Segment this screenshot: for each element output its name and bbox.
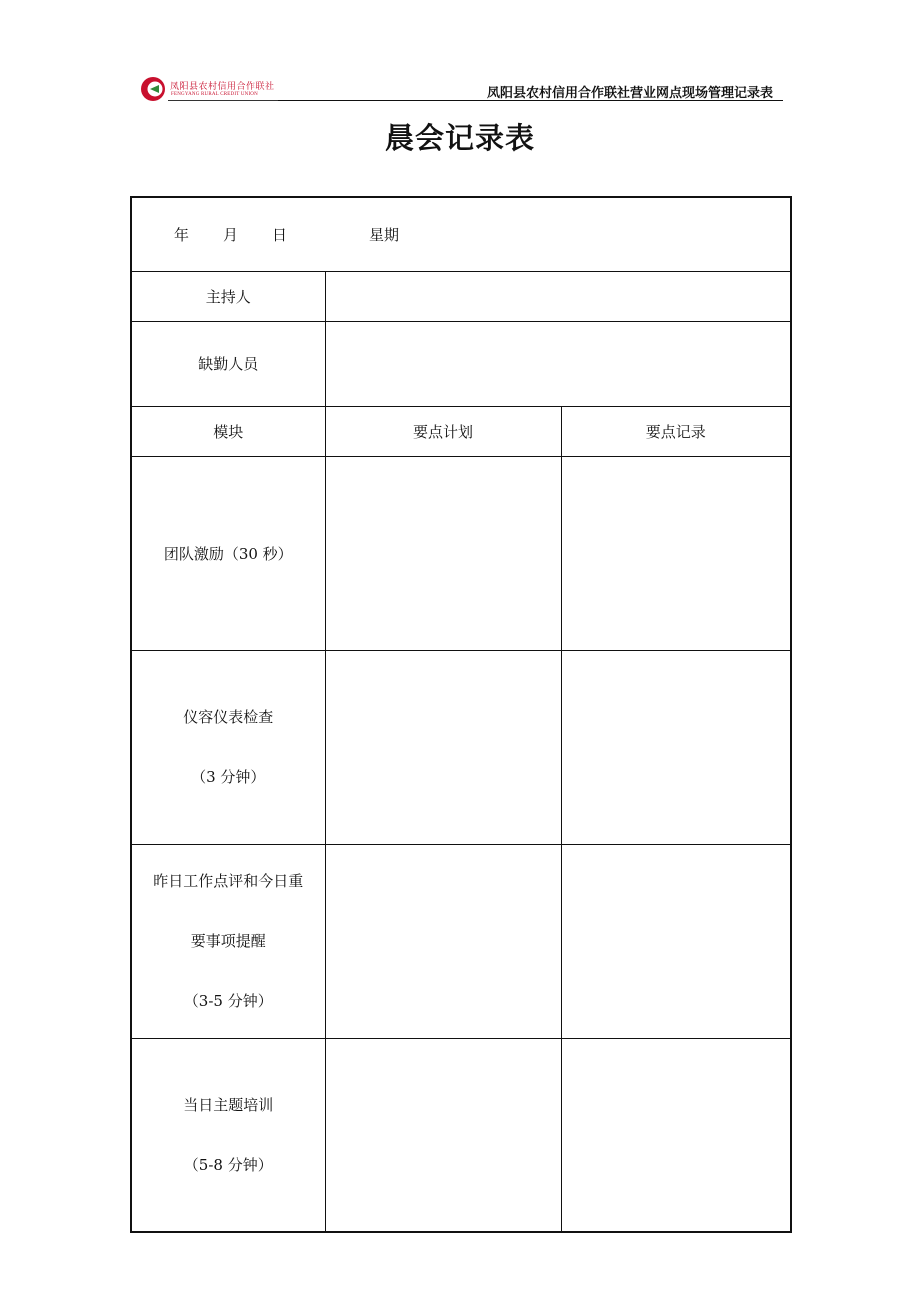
module-label-line: （3-5 分钟）	[183, 992, 273, 1010]
host-row	[131, 271, 791, 321]
module-label-line: 昨日工作点评和今日重	[153, 872, 304, 890]
host-label: 主持人	[131, 271, 325, 321]
module-row	[131, 844, 791, 1038]
page-header	[140, 74, 783, 102]
module-label	[131, 456, 325, 650]
module-row	[131, 1038, 791, 1232]
plan-input-cell[interactable]	[325, 650, 561, 844]
meeting-record-table	[130, 196, 792, 1233]
host-input-cell[interactable]	[325, 271, 791, 321]
column-header-record: 要点记录	[561, 406, 791, 456]
date-row	[131, 197, 791, 271]
day-label: 日	[272, 225, 288, 244]
logo-english-name: FENGYANG RURAL CREDIT UNION	[171, 92, 258, 97]
module-label-line: （5-8 分钟）	[183, 1155, 273, 1174]
document-series-title: 凤阳县农村信用合作联社营业网点现场管理记录表	[486, 86, 773, 101]
logo-underline	[168, 100, 278, 101]
record-input-cell[interactable]	[561, 1038, 791, 1232]
module-label-line: （3 分钟）	[191, 768, 266, 786]
absent-input-cell[interactable]	[325, 321, 791, 406]
absent-row	[131, 321, 791, 406]
record-input-cell[interactable]	[561, 456, 791, 650]
year-label: 年	[174, 225, 190, 244]
module-label	[131, 844, 325, 1038]
module-row	[131, 650, 791, 844]
module-label-line: 团队激励（30 秒）	[163, 544, 293, 563]
weekday-label: 星期	[369, 225, 400, 244]
column-header-row	[131, 406, 791, 456]
module-label-line: 仪容仪表检查	[183, 708, 274, 726]
module-label	[131, 1038, 325, 1232]
plan-input-cell[interactable]	[325, 456, 561, 650]
module-label	[131, 650, 325, 844]
column-header-module: 模块	[131, 406, 325, 456]
record-input-cell[interactable]	[561, 844, 791, 1038]
date-cell[interactable]	[131, 197, 791, 271]
module-row	[131, 456, 791, 650]
module-label-line: 当日主题培训	[183, 1095, 274, 1114]
logo-chinese-name: 凤阳县农村信用合作联社	[170, 82, 275, 92]
plan-input-cell[interactable]	[325, 1038, 561, 1232]
module-label-line: 要事项提醒	[190, 932, 266, 950]
month-label: 月	[223, 225, 239, 244]
credit-union-logo-icon	[140, 76, 166, 102]
record-input-cell[interactable]	[561, 650, 791, 844]
column-header-plan: 要点计划	[325, 406, 561, 456]
plan-input-cell[interactable]	[325, 844, 561, 1038]
absent-label: 缺勤人员	[131, 321, 325, 406]
page-title: 晨会记录表	[384, 121, 535, 155]
